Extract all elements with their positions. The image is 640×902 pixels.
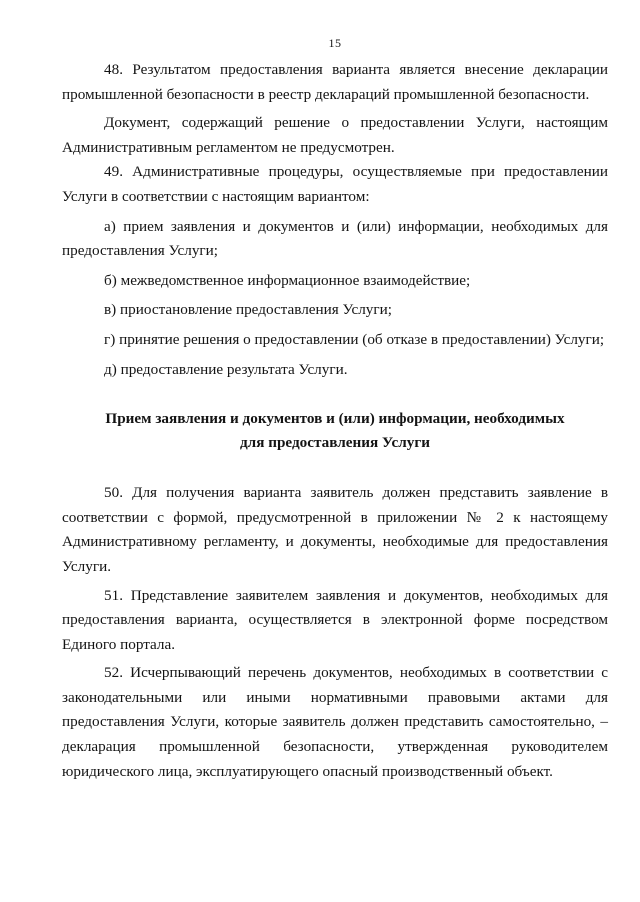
paragraph-48: 48. Результатом предоставления варианта является внесение декларации промышленной безопасности в реестр деклараций промышленной безопасности. — [62, 61, 608, 103]
section-heading-line-1: Прием заявления и документов и (или) информации, необходимых — [105, 410, 565, 428]
page-number: 15 — [328, 36, 342, 50]
procedure-item-g: г) принятие решения о предоставлении (об отказе в предоставлении) Услуги; — [104, 330, 605, 348]
section-heading — [62, 407, 608, 455]
paragraph-51: 51. Представление заявителем заявления и документов, необходимых для предоставления варианта, осуществляется в электронной форме посредством Единого портала. — [62, 586, 608, 653]
paragraph-document-decision: Документ, содержащий решение о предоставлении Услуги, настоящим Административным регламентом не предусмотрен. — [62, 114, 608, 156]
procedure-item-d: д) предоставление результата Услуги. — [104, 360, 348, 378]
procedure-item-a: а) прием заявления и документов и (или) информации, необходимых для предоставления Услуги; — [62, 217, 608, 260]
section-heading-line-2: для предоставления Услуги — [240, 434, 430, 452]
procedure-item-v: в) приостановление предоставления Услуги; — [104, 301, 392, 319]
paragraph-49: 49. Административные процедуры, осуществляемые при предоставлении Услуги в соответствии с настоящим вариантом: — [62, 163, 608, 205]
document-body — [62, 58, 608, 784]
procedure-item-b: б) межведомственное информационное взаимодействие; — [104, 271, 471, 289]
paragraph-50: 50. Для получения варианта заявитель должен представить заявление в соответствии с формой, предусмотренной в приложении № 2 к настоящему Административному регламенту, и документы, необходимые для предоставления Услуги. — [62, 484, 608, 575]
paragraph-52: 52. Исчерпывающий перечень документов, необходимых в соответствии с законодательными или иными нормативными правовыми актами для предоставления Услуги, которые заявитель должен представить самостоятельно, – декларация промышленной безопасности, утвержденная руководителем юридического лица, эксплуатирующего опасный производственный объект. — [62, 664, 608, 780]
